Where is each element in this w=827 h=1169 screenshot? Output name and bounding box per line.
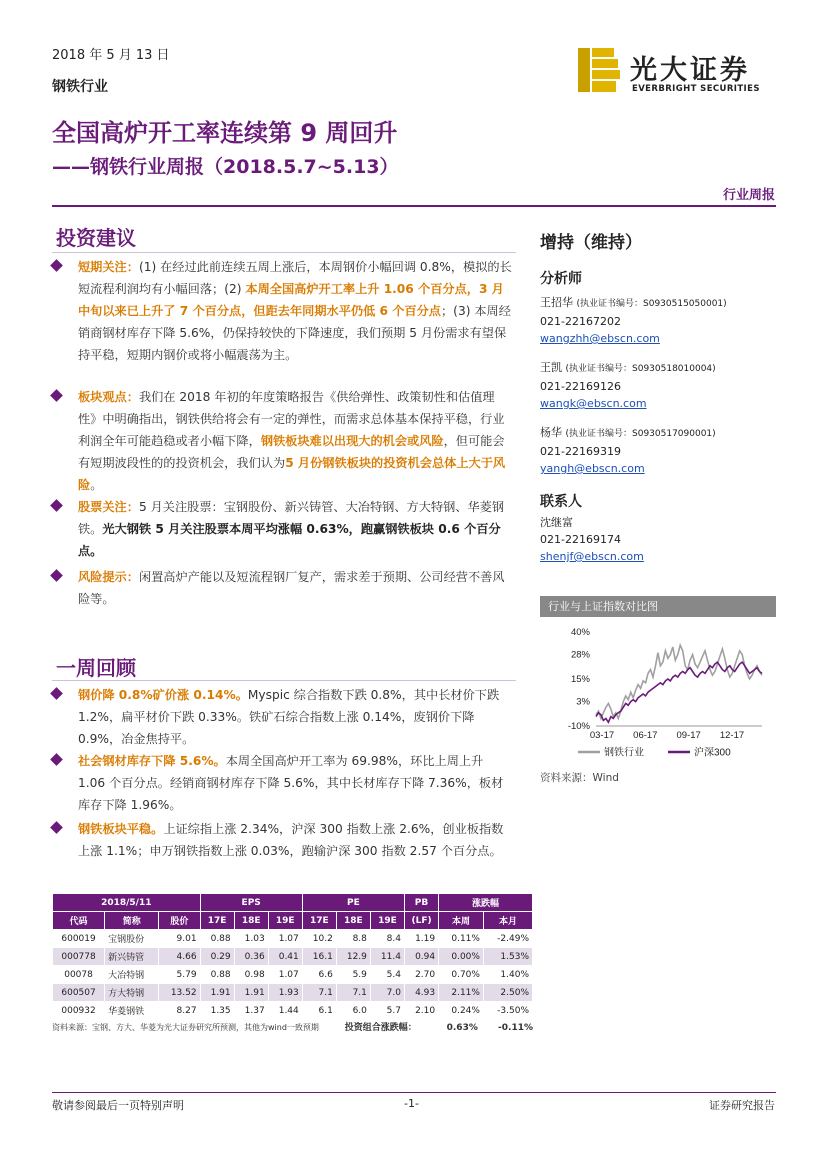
diamond-bullet-icon	[50, 569, 63, 582]
analyst-name: 杨华	[540, 426, 562, 439]
table-cell: 12.9	[336, 948, 370, 966]
table-date: 2018/5/11	[53, 894, 201, 912]
footer-divider	[52, 1092, 776, 1093]
table-cell: 2.10	[404, 1002, 438, 1020]
diamond-bullet-icon	[50, 259, 63, 272]
bullet-item	[52, 818, 512, 862]
rating: 增持（维持）	[540, 233, 642, 253]
bullet-text	[78, 566, 512, 610]
analyst-email-link[interactable]: wangzhh@ebscn.com	[540, 332, 660, 345]
table-row	[53, 984, 533, 1002]
x-tick-label: 03-17	[589, 730, 615, 741]
footer-disclaimer: 敬请参阅最后一页特别声明	[52, 1099, 184, 1112]
y-tick-label: -10%	[567, 721, 590, 732]
body-text: 。	[90, 478, 103, 492]
table-cell: 0.24%	[439, 1002, 484, 1020]
column-header: 本月	[483, 912, 532, 930]
table-cell: 13.52	[159, 984, 200, 1002]
table-cell: 宝钢股份	[105, 930, 159, 948]
table-cell: 0.88	[200, 930, 234, 948]
diamond-bullet-icon	[50, 821, 63, 834]
table-cell: 5.4	[370, 966, 404, 984]
table-cell: -2.49%	[483, 930, 532, 948]
bullet-item	[52, 256, 512, 366]
column-header: 19E	[370, 912, 404, 930]
analyst-phone: 021-22169319	[540, 445, 621, 458]
body-text: 本周全国高炉开工率为 69.98%，环比上周上升 1.06 个百分点。经销商钢材库存下降 5.6%，其中长材库存下降 7.36%，板材库存下降 1.96%。	[78, 754, 504, 812]
logo-mark-icon	[578, 48, 622, 92]
table-column-header	[53, 912, 533, 930]
table-cell: 7.0	[370, 984, 404, 1002]
analyst-card	[540, 424, 716, 477]
bullet-item	[52, 684, 512, 750]
bullet-item	[52, 566, 512, 610]
logo-text-cn: 光大证券	[630, 55, 750, 86]
body-text: 上证综指上涨 2.34%，沪深 300 指数上涨 2.6%，创业板指数上涨 1.1%；申万钢铁指数上涨 0.03%，跑输沪深 300 指数 2.57 个百分点。	[78, 822, 504, 858]
highlight-text: 5 月份钢铁板块的投资机会总体上大于风险	[78, 456, 506, 492]
group-header-change: 涨跌幅	[439, 894, 533, 912]
table-cell: 1.53%	[483, 948, 532, 966]
table-cell: 0.00%	[439, 948, 484, 966]
body-text: ；(3) 本周经销商钢材库存下降 5.6%，仍保持较快的下降速度，我们预期 5 月份需求有望保持平稳，短期内钢价或将小幅震荡为主。	[78, 304, 511, 362]
y-tick-label: 40%	[570, 627, 590, 638]
column-header: 本周	[439, 912, 484, 930]
industry-label: 钢铁行业	[52, 79, 108, 95]
x-tick-label: 09-17	[676, 730, 701, 741]
body-text: Myspic 综合指数下跌 0.8%，其中长材价下跌 1.2%，扁平材价下跌 0.33%。铁矿石综合指数上涨 0.14%，废钢价下降 0.9%，冶金焦持平。	[78, 688, 500, 746]
analyst-license: (执业证书编号：S0930517090001)	[565, 429, 716, 439]
contact-card	[540, 514, 644, 565]
column-header: 18E	[336, 912, 370, 930]
table-cell: 1.03	[234, 930, 268, 948]
legend-label: 沪深300	[694, 747, 731, 759]
bullet-text	[78, 256, 512, 366]
diamond-bullet-icon	[50, 753, 63, 766]
table-cell: 5.7	[370, 1002, 404, 1020]
table-cell: 600019	[53, 930, 105, 948]
table-cell: 000932	[53, 1002, 105, 1020]
analyst-card	[540, 294, 727, 347]
bullet-keyword: 短期关注：	[78, 260, 139, 274]
table-cell: 0.98	[234, 966, 268, 984]
table-cell: 000778	[53, 948, 105, 966]
bullet-keyword: 板块观点：	[78, 390, 139, 404]
contact-phone: 021-22169174	[540, 533, 621, 546]
body-text: 5 月关注股票：宝钢股份、新兴铸管、大冶特钢、方大特钢、华菱钢铁。	[78, 500, 505, 536]
table-cell: 600507	[53, 984, 105, 1002]
comparison-chart	[540, 620, 776, 768]
report-type: 行业周报	[722, 188, 775, 203]
table-cell: 10.2	[302, 930, 336, 948]
summary-label: 投资组合涨跌幅：	[344, 1023, 417, 1033]
review-heading: 一周回顾	[56, 656, 136, 680]
everbright-logo	[578, 48, 778, 94]
analyst-email-link[interactable]: wangk@ebscn.com	[540, 397, 647, 410]
table-body	[53, 930, 533, 1020]
table-cell: 1.19	[404, 930, 438, 948]
group-header-pb: PB	[404, 894, 438, 912]
logo-text-en: EVERBRIGHT SECURITIES	[632, 84, 760, 94]
y-tick-label: 3%	[576, 696, 590, 708]
column-header: 17E	[302, 912, 336, 930]
stock-table	[52, 893, 533, 1020]
table-cell: 0.94	[404, 948, 438, 966]
analyst-phone: 021-22167202	[540, 315, 621, 328]
column-header: 18E	[234, 912, 268, 930]
table-cell: 5.9	[336, 966, 370, 984]
table-cell: 8.4	[370, 930, 404, 948]
table-cell: 7.1	[302, 984, 336, 1002]
bullet-text	[78, 818, 512, 862]
bullet-keyword: 钢铁板块平稳。	[78, 822, 164, 836]
highlight-text: 本周全国高炉开工率上升 1.06 个百分点，3 月中旬以来已上升了 7 个百分点，但距去年同期水平仍低 6 个百分点	[78, 282, 504, 318]
table-cell: 0.70%	[439, 966, 484, 984]
body-text: (1) 在经过此前连续五周上涨后，本周钢价小幅回调 0.8%，模拟的长短流程利润均有小幅回落；(2)	[78, 260, 512, 296]
bullet-keyword: 股票关注：	[78, 500, 139, 514]
bullet-text	[78, 496, 512, 562]
table-cell: 华菱钢铁	[105, 1002, 159, 1020]
table-cell: 4.93	[404, 984, 438, 1002]
bullet-keyword: 钢价降 0.8%矿价涨 0.14%。	[78, 688, 248, 702]
table-cell: 方大特钢	[105, 984, 159, 1002]
analyst-name: 王凯	[540, 361, 562, 374]
diamond-bullet-icon	[50, 499, 63, 512]
table-cell: 1.07	[268, 930, 302, 948]
page-title: 全国高炉开工率连续第 9 周回升	[52, 119, 398, 147]
body-text: ，但可能会有短期波段性的的投资机会，我们认为	[78, 434, 505, 470]
x-tick-label: 12-17	[719, 730, 745, 741]
table-cell: 2.11%	[439, 984, 484, 1002]
table-row	[53, 1002, 533, 1020]
table-cell: 1.40%	[483, 966, 532, 984]
analyst-email-link[interactable]: yangh@ebscn.com	[540, 462, 645, 475]
column-header: (LF)	[404, 912, 438, 930]
y-tick-label: 15%	[570, 674, 590, 685]
column-header: 19E	[268, 912, 302, 930]
table-cell: 16.1	[302, 948, 336, 966]
table-cell: 7.1	[336, 984, 370, 1002]
diamond-bullet-icon	[50, 687, 63, 700]
table-cell: 新兴铸管	[105, 948, 159, 966]
bullet-keyword: 风险提示：	[78, 570, 139, 584]
table-cell: 1.44	[268, 1002, 302, 1020]
bullet-item	[52, 750, 512, 816]
table-cell: 5.79	[159, 966, 200, 984]
table-cell: 1.91	[234, 984, 268, 1002]
table-cell: 4.66	[159, 948, 200, 966]
table-cell: 0.29	[200, 948, 234, 966]
contact-name: 沈继富	[540, 516, 573, 529]
column-header: 代码	[53, 912, 105, 930]
portfolio-summary	[345, 1020, 533, 1033]
table-row	[53, 966, 533, 984]
review-divider	[52, 680, 516, 681]
chart-source: 资料来源：Wind	[540, 772, 619, 784]
table-cell: 9.01	[159, 930, 200, 948]
contact-heading: 联系人	[540, 494, 582, 510]
table-cell: 8.27	[159, 1002, 200, 1020]
column-header: 股价	[159, 912, 200, 930]
group-header-pe: PE	[302, 894, 404, 912]
table-group-header	[53, 894, 533, 912]
table-cell: -3.50%	[483, 1002, 532, 1020]
table-footnote-row	[52, 1022, 533, 1033]
table-cell: 00078	[53, 966, 105, 984]
summary-month: -0.11%	[498, 1023, 533, 1033]
chart-heading: 行业与上证指数对比图	[540, 596, 776, 617]
analyst-license: (执业证书编号：S0930518010004)	[565, 364, 716, 374]
table-cell: 8.8	[336, 930, 370, 948]
bullet-item	[52, 386, 512, 496]
group-header-eps: EPS	[200, 894, 302, 912]
bullet-item	[52, 496, 512, 562]
highlight-text: 钢铁板块难以出现大的机会或风险	[260, 434, 444, 448]
footer-report-label: 证券研究报告	[709, 1099, 775, 1112]
table-row	[53, 930, 533, 948]
table-cell: 6.0	[336, 1002, 370, 1020]
header-divider	[52, 205, 776, 207]
table-cell: 6.1	[302, 1002, 336, 1020]
diamond-bullet-icon	[50, 389, 63, 402]
invest-divider	[52, 252, 516, 253]
bullet-text	[78, 750, 512, 816]
body-text: 闲置高炉产能以及短流程钢厂复产，需求差于预期、公司经营不善风险等。	[78, 570, 505, 606]
column-header: 简称	[105, 912, 159, 930]
table-cell: 0.11%	[439, 930, 484, 948]
table-cell: 0.88	[200, 966, 234, 984]
table-cell: 11.4	[370, 948, 404, 966]
series-line	[596, 645, 762, 718]
column-header: 17E	[200, 912, 234, 930]
table-cell: 大冶特钢	[105, 966, 159, 984]
highlight-text: 光大钢铁 5 月关注股票本周平均涨幅 0.63%，跑赢钢铁板块 0.6 个百分点。	[78, 522, 501, 558]
table-cell: 0.36	[234, 948, 268, 966]
analyst-license: (执业证书编号：S0930515050001)	[576, 299, 727, 309]
analyst-phone: 021-22169126	[540, 380, 621, 393]
x-tick-label: 06-17	[633, 730, 658, 741]
table-cell: 1.35	[200, 1002, 234, 1020]
table-cell: 1.93	[268, 984, 302, 1002]
page-number: -1-	[404, 1097, 419, 1110]
analyst-name: 王招华	[540, 296, 573, 309]
table-cell: 1.91	[200, 984, 234, 1002]
invest-heading: 投资建议	[56, 226, 136, 250]
table-cell: 1.37	[234, 1002, 268, 1020]
y-tick-label: 28%	[570, 649, 590, 661]
table-cell: 6.6	[302, 966, 336, 984]
summary-week: 0.63%	[446, 1023, 478, 1033]
table-cell: 0.41	[268, 948, 302, 966]
table-footnote: 资料来源：宝钢、方大、华菱为光大证券研究所预测，其他为wind一致预期	[52, 1023, 319, 1032]
table-row	[53, 948, 533, 966]
analyst-card	[540, 359, 716, 412]
bullet-text	[78, 684, 512, 750]
bullet-keyword: 社会钢材库存下降 5.6%。	[78, 754, 226, 768]
page-subtitle: ——钢铁行业周报（2018.5.7~5.13）	[52, 156, 399, 178]
table-cell: 1.07	[268, 966, 302, 984]
analyst-heading: 分析师	[540, 271, 582, 287]
table-cell: 2.50%	[483, 984, 532, 1002]
table-cell: 2.70	[404, 966, 438, 984]
contact-email-link[interactable]: shenjf@ebscn.com	[540, 550, 644, 563]
report-date: 2018 年 5 月 13 日	[52, 48, 170, 63]
body-text: 我们在 2018 年初的年度策略报告《供给弹性、政策韧性和估值理性》中明确指出，钢铁供给将会有一定的弹性，而需求总体基本保持平稳，行业利润全年可能趋稳或者小幅下降，	[78, 390, 505, 448]
bullet-text	[78, 386, 512, 496]
legend-label: 钢铁行业	[604, 747, 644, 759]
